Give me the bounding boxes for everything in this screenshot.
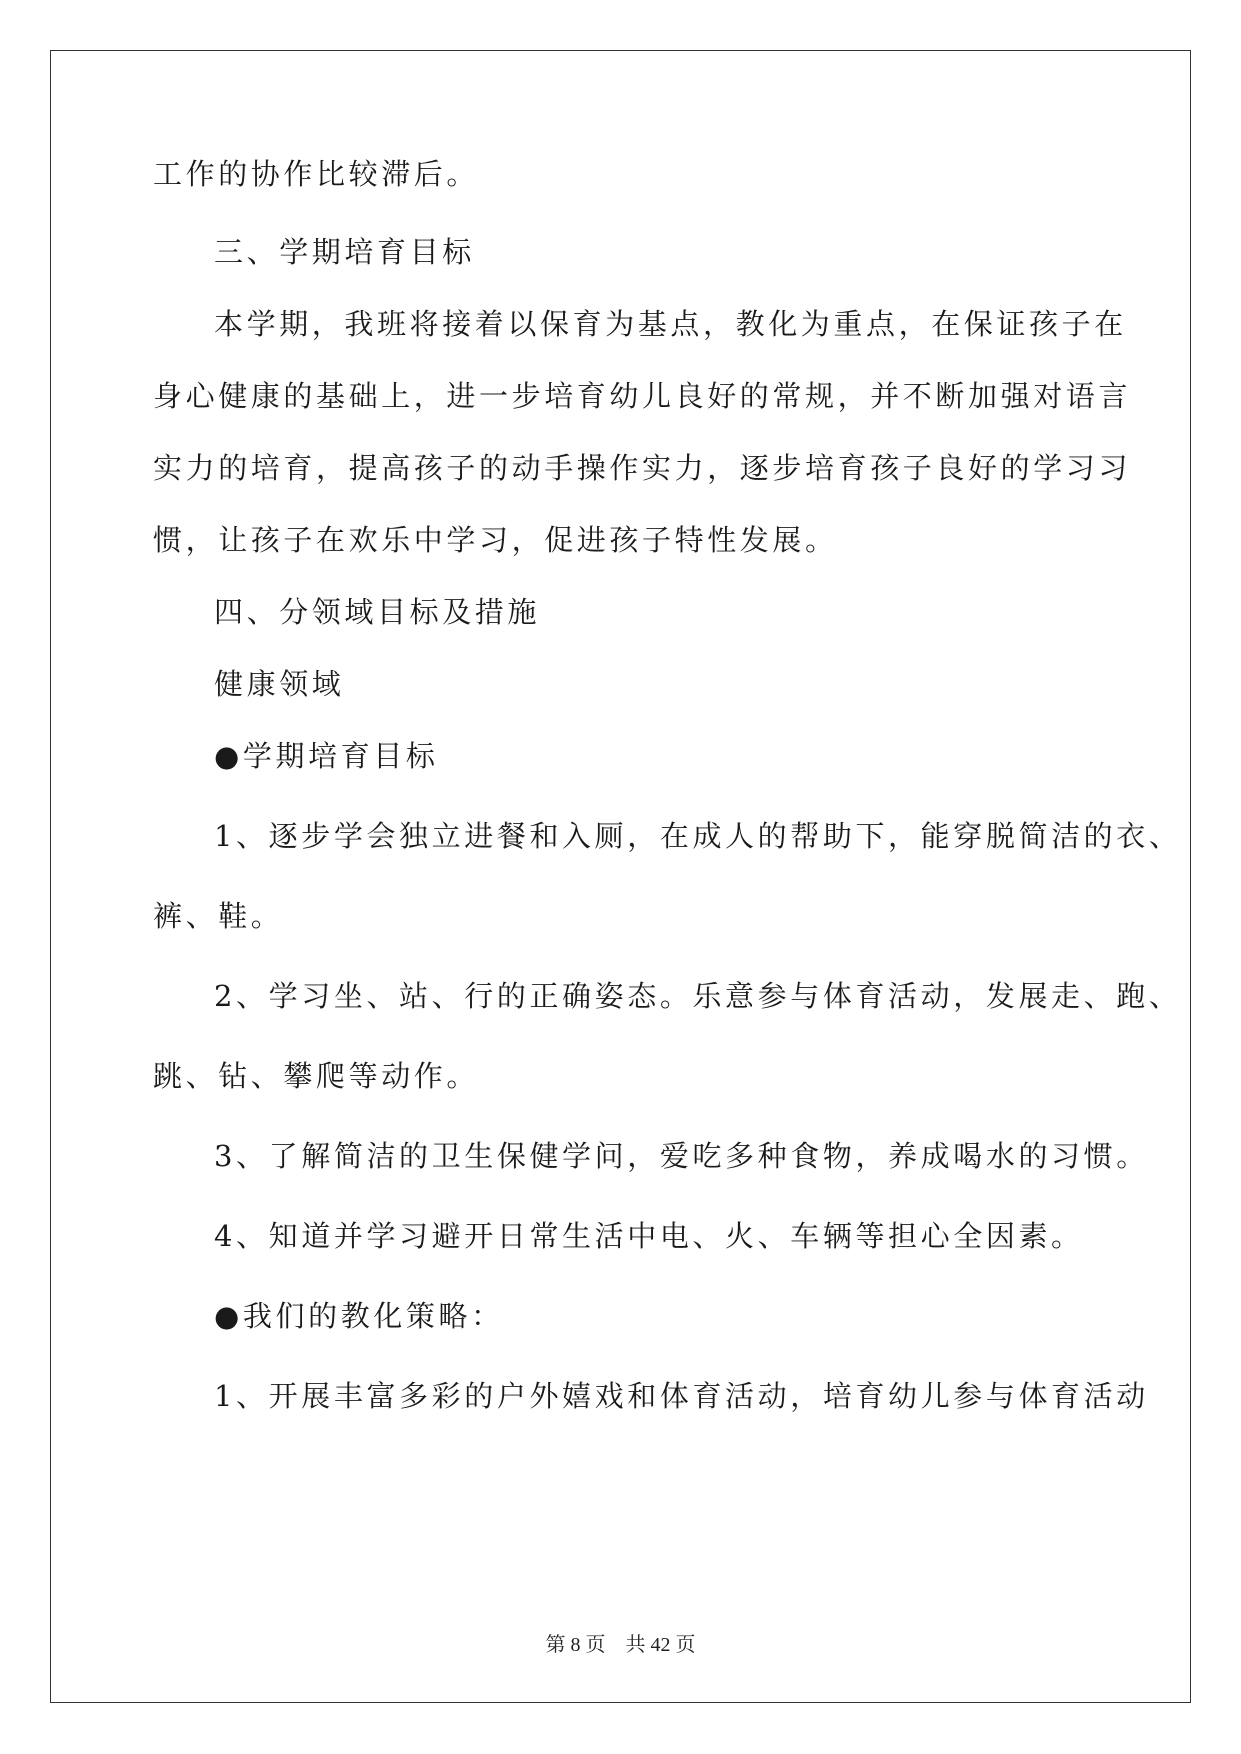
text-line-6: 惯，让孩子在欢乐中学习，促进孩子特性发展。	[153, 523, 838, 557]
subheading-health: 健康领域	[214, 667, 345, 701]
page-number: 第 8 页 共 42 页	[545, 1634, 696, 1656]
list-item-2-cont: 跳、钻、攀爬等动作。	[153, 1059, 480, 1093]
text-line-4: 身心健康的基础上，进一步培育幼儿良好的常规，并不断加强对语言	[153, 379, 1132, 413]
list-item-1-cont: 裤、鞋。	[153, 899, 284, 933]
page-footer	[0, 1628, 1241, 1657]
bullet-heading-strategy: ●我们的教化策略：	[214, 1299, 504, 1333]
page-border	[50, 50, 1191, 1703]
text-line-3: 本学期，我班将接着以保育为基点，教化为重点，在保证孩子在	[214, 307, 1127, 341]
text-line-1: 工作的协作比较滞后。	[153, 157, 480, 191]
text-line-5: 实力的培育，提高孩子的动手操作实力，逐步培育孩子良好的学习习	[153, 451, 1132, 485]
list-item-3: 3、了解简洁的卫生保健学问，爱吃多种食物，养成喝水的习惯。	[214, 1139, 1149, 1173]
section-heading-domains: 四、分领域目标及措施	[214, 595, 541, 629]
strategy-item-1: 1、开展丰富多彩的户外嬉戏和体育活动，培育幼儿参与体育活动	[214, 1379, 1149, 1413]
list-item-2: 2、学习坐、站、行的正确姿态。乐意参与体育活动，发展走、跑、	[214, 979, 1182, 1013]
list-item-4: 4、知道并学习避开日常生活中电、火、车辆等担心全因素。	[214, 1219, 1084, 1253]
section-heading-goals: 三、学期培育目标	[214, 235, 475, 269]
list-item-1: 1、逐步学会独立进餐和入厕，在成人的帮助下，能穿脱简洁的衣、	[214, 819, 1182, 853]
bullet-heading-goals: ●学期培育目标	[214, 739, 439, 773]
